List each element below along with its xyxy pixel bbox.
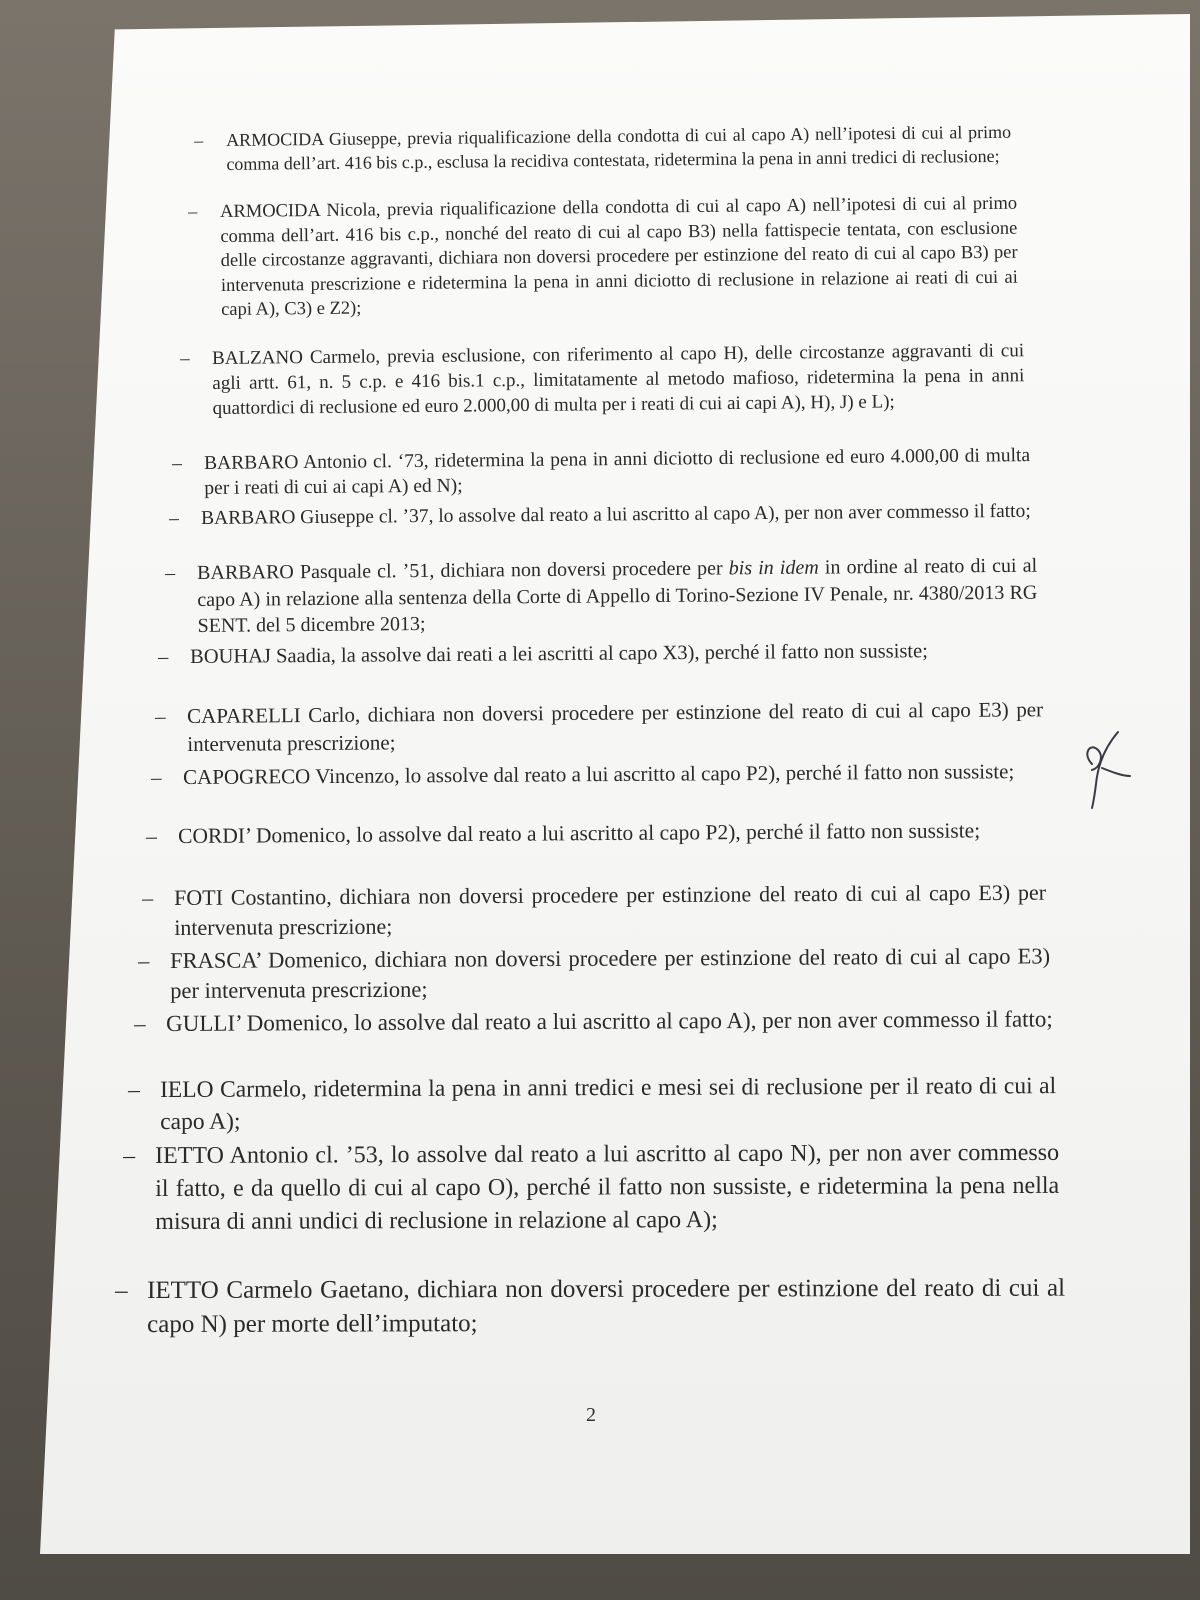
list-item xyxy=(165,553,1038,640)
entry-text: IETTO Carmelo Gaetano, dichiara non doversi procedere per estinzione del reato di cui al capo N) per morte dell’imputato; xyxy=(147,1274,1066,1338)
entry-text: ARMOCIDA Nicola, previa riqualificazione della condotta di cui al capo A) nell’ipotesi di cui al primo comma dell’art. 416 bis c.p., nonché del reato di cui al capo B3) nella fattispecie tentata, con esclusione delle circostanze aggravanti, dichiara non doversi procedere per estinzione del reato di cui al capo B3) per intervenuta prescrizione e ridetermina la pena in anni diciotto di reclusione in relazione ai reati di cui ai capi A), C3) e Z2); xyxy=(220,193,1018,320)
bullet-dash: – xyxy=(165,562,176,585)
entry-text xyxy=(197,553,1038,640)
list-item xyxy=(128,1070,1057,1138)
entry-text: CORDI’ Domenico, lo assolve dal reato a lui ascritto al capo P2), perché il fatto non sussiste; xyxy=(178,818,981,848)
list-item xyxy=(151,757,1045,792)
bullet-dash: – xyxy=(134,1011,146,1037)
entry-text: GULLI’ Domenico, lo assolve dal reato a lui ascritto al capo A), per non aver commesso il fatto; xyxy=(166,1006,1053,1036)
list-item xyxy=(194,120,1012,176)
list-item xyxy=(158,636,1038,671)
bullet-dash: – xyxy=(115,1277,128,1305)
list-item xyxy=(172,443,1031,501)
entry-text: CAPOGRECO Vincenzo, lo assolve dal reato a lui ascritto al capo P2), perché il fatto non sussiste; xyxy=(183,759,1015,789)
bullet-dash: – xyxy=(151,765,162,790)
bullet-dash: – xyxy=(128,1077,140,1104)
entry-text: BARBARO Antonio cl. ‘73, ridetermina la pena in anni diciotto di reclusione ed euro 4.000,00 di multa per i reati di cui ai capi A) ed N); xyxy=(204,445,1031,499)
list-item xyxy=(188,192,1018,323)
entry-text: BOUHAJ Saadia, la assolve dai reati a lei ascritti al capo X3), perché il fatto non sussiste; xyxy=(190,640,928,668)
list-item xyxy=(155,695,1044,758)
entry-text: BALZANO Carmelo, previa esclusione, con riferimento al capo H), delle circostanze aggravanti di cui agli artt. 61, n. 5 c.p. e 416 bis.1 c.p., limitatamente al metodo mafioso, ridetermina la pena in anni quattordici di reclusione ed euro 2.000,00 di multa per i reati di cui ai capi A), H), J) e L); xyxy=(212,340,1025,419)
entry-text: ARMOCIDA Giuseppe, previa riqualificazione della condotta di cui al capo A) nell’ipotesi di cui al primo comma dell’art. 416 bis c.p., esclusa la recidiva contestata, ridetermina la pena in anni tredici di reclusione; xyxy=(226,121,1012,174)
bullet-dash: – xyxy=(172,453,182,475)
bullet-dash: – xyxy=(123,1143,136,1170)
entry-text: IETTO Antonio cl. ’53, lo assolve dal reato a lui ascritto al capo N), per non aver commesso il fatto, e da quello di cui al capo O), perché il fatto non sussiste, e ridetermina la pena nella misura di anni undici di reclusione in relazione al capo A); xyxy=(155,1139,1060,1235)
entry-text: FRASCA’ Domenico, dichiara non doversi procedere per estinzione del reato di cui al capo E3) per intervenuta prescrizione; xyxy=(170,943,1051,1003)
entry-text: IELO Carmelo, ridetermina la pena in anni tredici e mesi sei di reclusione per il reato di cui al capo A); xyxy=(160,1073,1057,1135)
entry-text-before: BARBARO Pasquale cl. ’51, dichiara non doversi procedere per xyxy=(197,557,729,584)
entry-text: CAPARELLI Carlo, dichiara non doversi procedere per estinzione del reato di cui al capo E3) per intervenuta prescrizione; xyxy=(187,697,1044,756)
page-number: 2 xyxy=(586,1404,596,1426)
entry-text-after: in ordine al reato di cui al capo A) in relazione alla sentenza della Corte di Appello di Torino-Sezione IV Penale, nr. 4380/2013 RG SENT. del 5 dicembre 2013; xyxy=(197,554,1038,637)
list-item xyxy=(142,878,1047,943)
entry-text: BARBARO Giuseppe cl. ’37, lo assolve dal reato a lui ascritto al capo A), per non aver commesso il fatto; xyxy=(201,500,1031,529)
list-item xyxy=(180,338,1025,421)
bullet-dash: – xyxy=(188,202,198,223)
bullet-dash: – xyxy=(194,130,204,151)
list-item xyxy=(169,499,1033,532)
entry-text: FOTI Costantino, dichiara non doversi procedere per estinzione del reato di cui al capo E3) per intervenuta prescrizione; xyxy=(174,879,1047,940)
bullet-dash: – xyxy=(138,948,150,974)
handwritten-initials-icon xyxy=(1072,724,1132,814)
bullet-dash: – xyxy=(180,348,190,370)
bullet-dash: – xyxy=(158,646,169,669)
list-item xyxy=(146,816,1044,851)
bullet-dash: – xyxy=(155,704,166,729)
bullet-dash: – xyxy=(169,508,179,530)
bullet-dash: – xyxy=(146,824,157,849)
list-item xyxy=(123,1137,1060,1239)
list-item xyxy=(115,1272,1066,1342)
list-item xyxy=(134,1003,1054,1039)
bullet-dash: – xyxy=(142,885,154,911)
list-item xyxy=(138,941,1051,1006)
entry-text-italic: bis in idem xyxy=(728,556,819,580)
